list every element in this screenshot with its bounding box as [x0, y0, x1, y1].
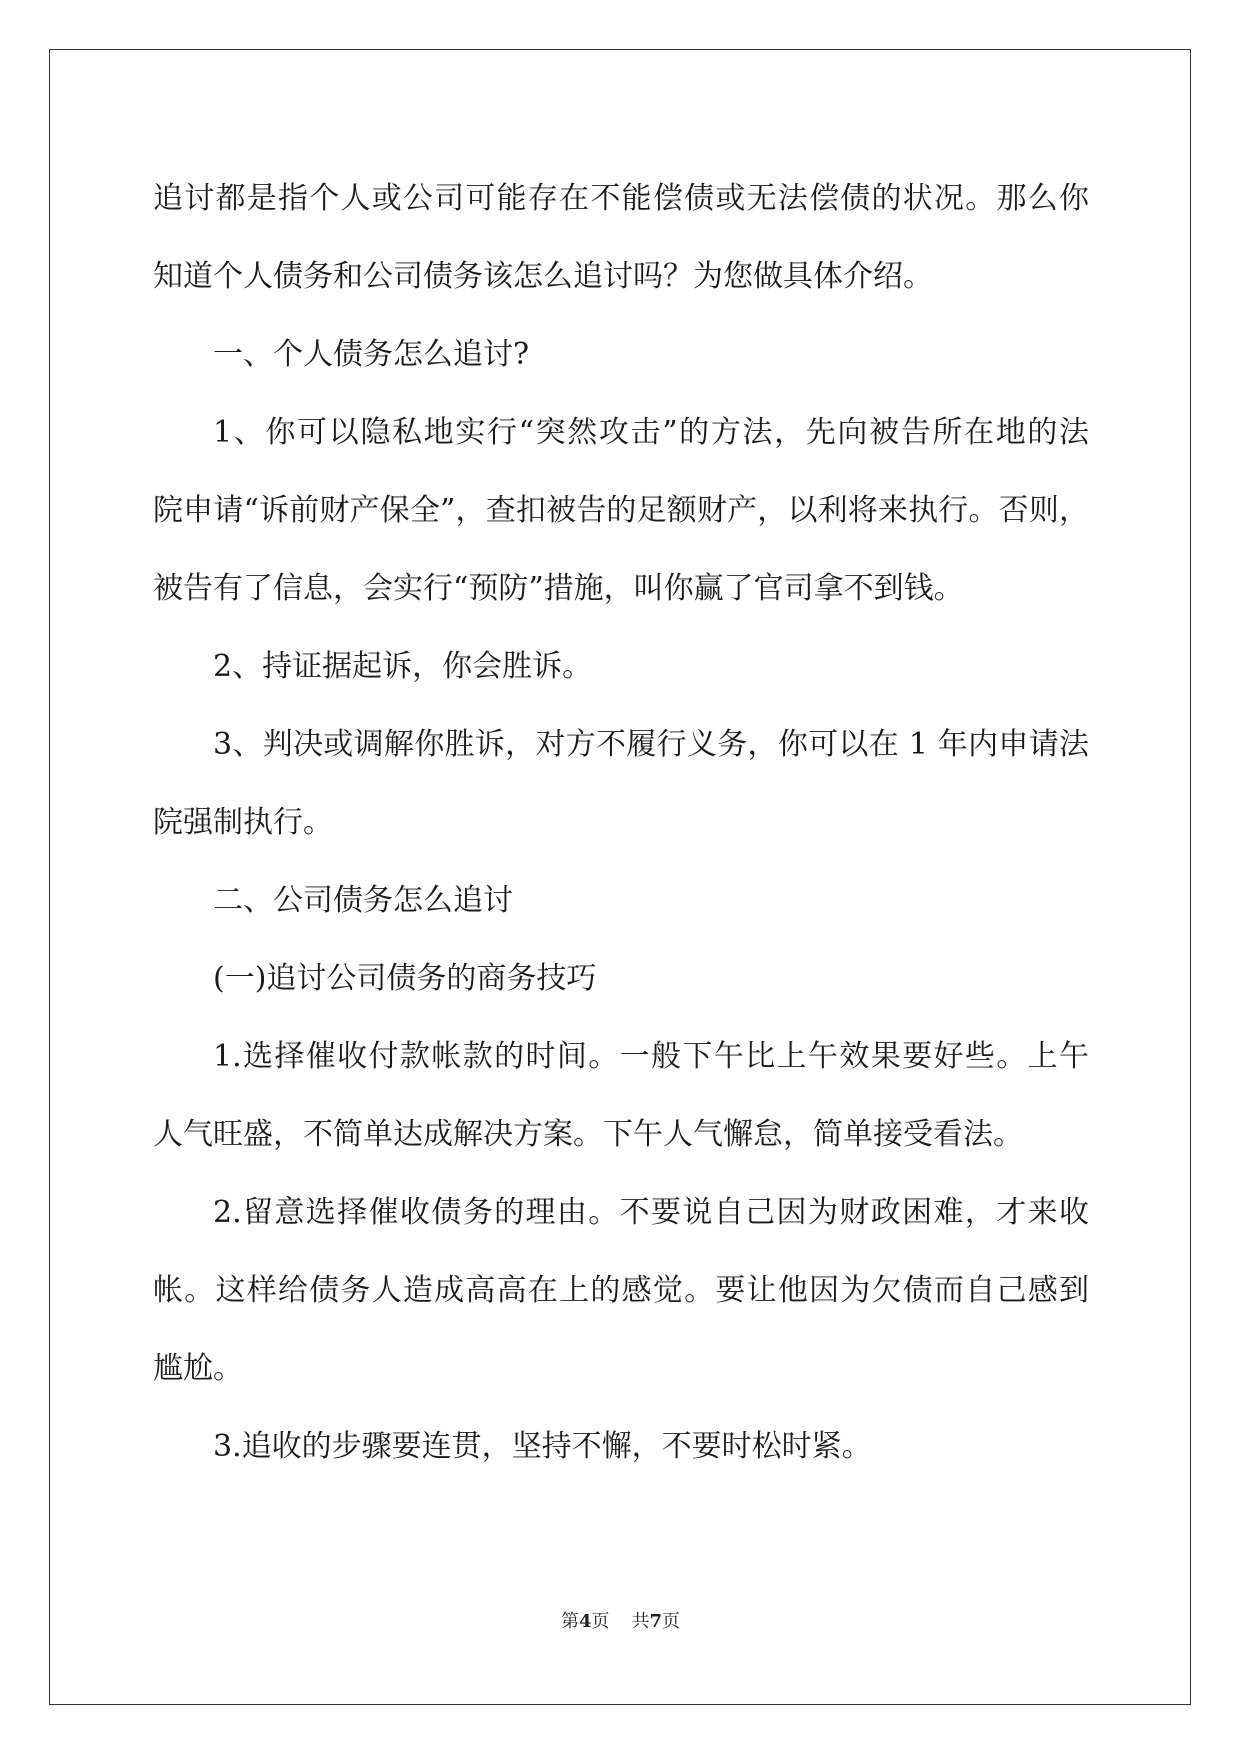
- paragraph-line: 1、你可以隐私地实行“突然攻击”的方法，先向被告所在地的法: [213, 415, 1089, 450]
- paragraph-line: 尴尬。: [153, 1351, 243, 1386]
- paragraph-line: 知道个人债务和公司债务该怎么追讨吗？为您做具体介绍。: [153, 259, 933, 294]
- footer-total-label: 页: [662, 1611, 681, 1632]
- section-heading: 一、个人债务怎么追讨?: [213, 337, 530, 372]
- section-heading: 二、公司债务怎么追讨: [213, 883, 513, 918]
- total-page-count: 7: [649, 1611, 663, 1632]
- paragraph-line: 2.留意选择催收债务的理由。不要说自己因为财政困难，才来收: [213, 1195, 1089, 1230]
- paragraph-line: 1.选择催收付款帐款的时间。一般下午比上午效果要好些。上午: [213, 1039, 1089, 1074]
- paragraph-line: 帐。这样给债务人造成高高在上的感觉。要让他因为欠债而自己感到: [153, 1273, 1089, 1308]
- footer-total-prefix: 共: [631, 1611, 650, 1632]
- paragraph-line: 2、持证据起诉，你会胜诉。: [213, 649, 593, 684]
- subsection-heading: (一)追讨公司债务的商务技巧: [213, 961, 597, 996]
- footer-prefix: 第: [560, 1611, 579, 1632]
- paragraph-line: 被告有了信息，会实行“预防”措施，叫你赢了官司拿不到钱。: [153, 571, 964, 606]
- paragraph-line: 院强制执行。: [153, 805, 333, 840]
- footer-page-label: 页: [591, 1611, 610, 1632]
- paragraph-line: 3、判决或调解你胜诉，对方不履行义务，你可以在 1 年内申请法: [213, 727, 1089, 762]
- paragraph-line: 3.追收的步骤要连贯，坚持不懈，不要时松时紧。: [213, 1429, 872, 1464]
- paragraph-line: 院申请“诉前财产保全”，查扣被告的足额财产，以利将来执行。否则，: [153, 493, 1089, 528]
- document-body: [153, 160, 1089, 1486]
- paragraph-line: 人气旺盛，不简单达成解决方案。下午人气懈怠，简单接受看法。: [153, 1117, 1023, 1152]
- current-page-number: 4: [578, 1611, 592, 1632]
- page-footer: [0, 1610, 1241, 1634]
- paragraph-line: 追讨都是指个人或公司可能存在不能偿债或无法偿债的状况。那么你: [153, 181, 1089, 216]
